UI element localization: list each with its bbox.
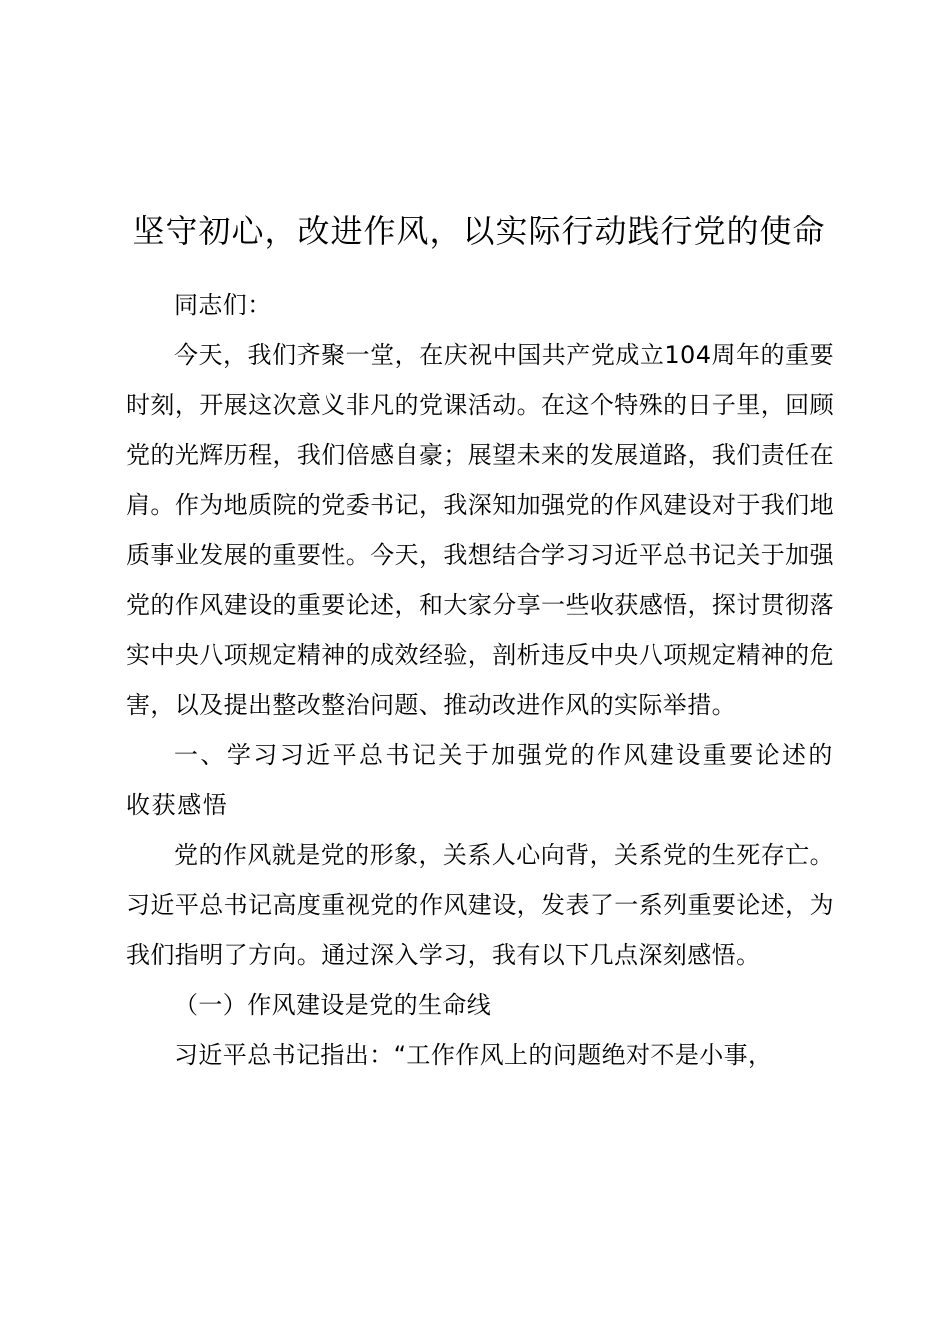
paragraph-section-1: 党的作风就是党的形象，关系人心向背，关系党的生死存亡。习近平总书记高度重视党的作风建设，发表了一系列重要论述，为我们指明了方向。通过深入学习，我有以下几点深刻感悟。: [126, 841, 834, 969]
document-title: 坚守初心，改进作风，以实际行动践行党的使命: [132, 212, 826, 251]
subsection-heading-1: （一）作风建设是党的生命线: [174, 991, 492, 1019]
salutation: 同志们：: [174, 291, 272, 319]
paragraph-quote: 习近平总书记指出：“工作作风上的问题绝对不是小事，: [174, 1041, 773, 1069]
paragraph-intro: 今天，我们齐聚一堂，在庆祝中国共产党成立104周年的重要时刻，开展这次意义非凡的党课活动。在这个特殊的日子里，回顾党的光辉历程，我们倍感自豪；展望未来的发展道路，我们责任在肩。作为地质院的党委书记，我深知加强党的作风建设对于我们地质事业发展的重要性。今天，我想结合学习习近平总书记关于加强党的作风建设的重要论述，和大家分享一些收获感悟，探讨贯彻落实中央八项规定精神的成效经验，剖析违反中央八项规定精神的危害，以及提出整改整治问题、推动改进作风的实际举措。: [126, 341, 834, 719]
section-heading-1: 一、学习习近平总书记关于加强党的作风建设重要论述的收获感悟: [126, 741, 834, 819]
document-body: [126, 280, 834, 1080]
